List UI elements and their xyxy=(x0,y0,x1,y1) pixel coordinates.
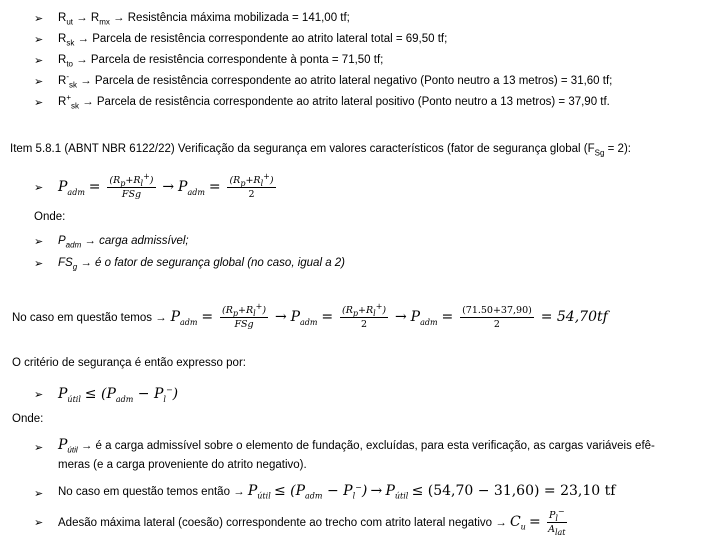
list-item-rto: $R_{to}$ → Parcela de resistência correspondente à ponta = 71,50 tf; xyxy=(58,54,384,69)
item-heading: Item 5.8.1 (ABNT NBR 6122/22) Verificação da segurança em valores característicos (fator de segurança global $(F_{Sg} = 2)$: xyxy=(10,143,631,158)
def-putil: $P_{útil}$ → é a carga admissível sobre o elemento de fundação, excluídas, para esta verificação, as cargas variáveis efê- xyxy=(58,437,655,455)
onde-label-2: Onde: xyxy=(12,413,44,425)
bullet-icon: ➢ xyxy=(34,13,44,25)
def-putil-cont: meras (e a carga proveniente do atrito negativo). xyxy=(58,459,307,471)
bullet-icon: ➢ xyxy=(34,236,44,248)
bullet-icon: ➢ xyxy=(34,34,44,46)
formula-criterio: $P_{útil} \le (P_{adm} - P_l^-)$ xyxy=(58,385,179,404)
calc-putil: No caso em questão temos então → $P_{útil} \le (P_{adm} - P_l^-) \to P_{útil} \le (54,70 - 31,60) = 23,10$ tf xyxy=(58,483,616,501)
bullet-icon: ➢ xyxy=(34,517,44,529)
bullet-icon: ➢ xyxy=(34,55,44,67)
list-item-rsk: $R_{sk}$ → Parcela de resistência correspondente ao atrito lateral total = 69,50 tf; xyxy=(58,33,448,48)
bullet-icon: ➢ xyxy=(34,389,44,401)
bullet-icon: ➢ xyxy=(34,76,44,88)
adesao-text: Adesão máxima lateral (coesão) correspondente ao trecho com atrito lateral negativo → $C_u$ = $\frac{P_l^-}{A_{lat}}$ xyxy=(58,507,566,538)
def-padm: $P_{adm}$ → carga admissível; xyxy=(58,235,189,250)
bullet-icon: ➢ xyxy=(34,182,44,194)
formula-case: No caso em questão temos → $P_{adm}$ = $\frac{(R_p+R_l^+)}{\text{FSg}}$ → $P_{adm}$ = $\frac{(R_p+R_l^+)}{2}$ → $P_{adm}$ = $\frac{(71.50+37,90)}{2}$ = 54,70tf xyxy=(12,301,608,330)
bullet-icon: ➢ xyxy=(34,442,44,454)
list-item-rut: $R_{ut} \to R_{mx}$ → Resistência máxima mobilizada = 141,00 tf; xyxy=(58,12,350,27)
onde-label: Onde: xyxy=(34,211,66,223)
criterio-text: O critério de segurança é então expresso por: xyxy=(12,357,246,369)
bullet-icon: ➢ xyxy=(34,97,44,109)
bullet-icon: ➢ xyxy=(34,258,44,270)
formula-padm: $P_{adm}$ = $\frac{(R_p+R_l^+)}{\text{FSg}}$ → $P_{adm}$ = $\frac{(R_p+R_l^+)}{2}$ xyxy=(58,171,274,200)
def-fsg: $FS_g$ → é o fator de segurança global (no caso, igual a 2) xyxy=(58,257,346,272)
bullet-icon: ➢ xyxy=(34,488,44,500)
list-item-rsk-pos: $R^+_{sk}$ → Parcela de resistência correspondente ao atrito lateral positivo (Ponto neutro a 13 metros) = 37,90 tf. xyxy=(58,93,610,111)
list-item-rsk-neg: $R^-_{sk}$ → Parcela de resistência correspondente ao atrito lateral negativo (Ponto neutro a 13 metros) = 31,60 tf; xyxy=(58,72,613,90)
